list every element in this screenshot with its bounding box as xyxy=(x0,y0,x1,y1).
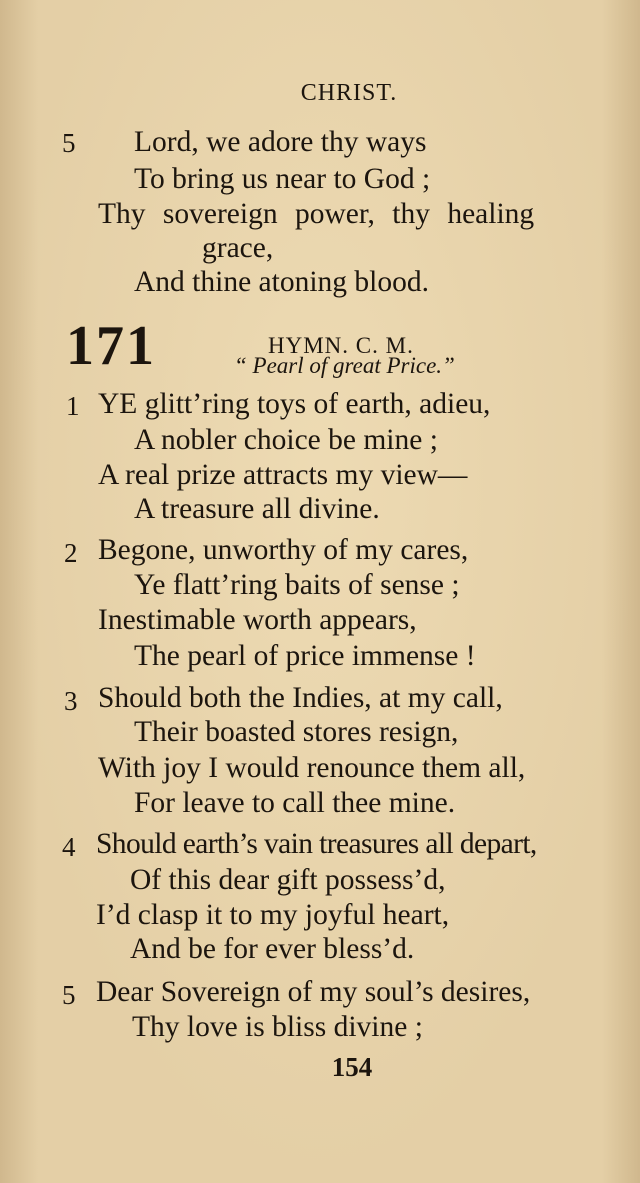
verse-line: The pearl of price immense ! xyxy=(134,640,476,672)
hymn-number: 171 xyxy=(66,315,156,377)
verse-number: 1 xyxy=(66,391,80,421)
verse-line: With joy I would renounce them all, xyxy=(98,752,526,784)
verse-line: Begone, unworthy of my cares, xyxy=(98,534,469,566)
verse-number: 2 xyxy=(64,538,78,568)
verse-number: 3 xyxy=(64,686,78,716)
verse-line: A real prize attracts my view— xyxy=(98,459,468,491)
verse-line: And be for ever bless’d. xyxy=(130,933,415,965)
verse-line: Should both the Indies, at my call, xyxy=(98,682,503,714)
verse-line: Dear Sovereign of my soul’s desires, xyxy=(96,976,531,1008)
verse-line: A nobler choice be mine ; xyxy=(134,424,438,456)
verse-line: A treasure all divine. xyxy=(134,493,380,525)
verse-line: To bring us near to God ; xyxy=(134,163,431,195)
verse-number: 5 xyxy=(62,980,76,1010)
verse-line: Their boasted stores resign, xyxy=(134,716,459,748)
verse-line: For leave to call thee mine. xyxy=(134,787,456,819)
page-number: 154 xyxy=(331,1052,373,1082)
verse-line: YE glitt’ring toys of earth, adieu, xyxy=(98,388,491,420)
running-head: CHRIST. xyxy=(300,80,398,106)
verse-line: Lord, we adore thy ways xyxy=(134,126,427,158)
verse-number: 5 xyxy=(62,128,76,158)
verse-line: Ye flatt’ring baits of sense ; xyxy=(134,569,460,601)
verse-line: Thy love is bliss divine ; xyxy=(132,1011,423,1043)
verse-line: Thy sovereign power, thy healing xyxy=(98,198,535,230)
verse-line: And thine atoning blood. xyxy=(134,266,429,298)
verse-line: Inestimable worth appears, xyxy=(98,604,417,636)
verse-number: 4 xyxy=(62,832,76,862)
verse-line: I’d clasp it to my joyful heart, xyxy=(96,899,450,931)
verse-line: Should earth’s vain treasures all depart, xyxy=(96,828,537,860)
hymn-subtitle: “ Pearl of great Price.” xyxy=(234,353,455,378)
hymn-meter: HYMN. C. M. xyxy=(268,333,414,358)
verse-line: Of this dear gift possess’d, xyxy=(130,864,446,896)
verse-line: grace, xyxy=(202,232,274,264)
